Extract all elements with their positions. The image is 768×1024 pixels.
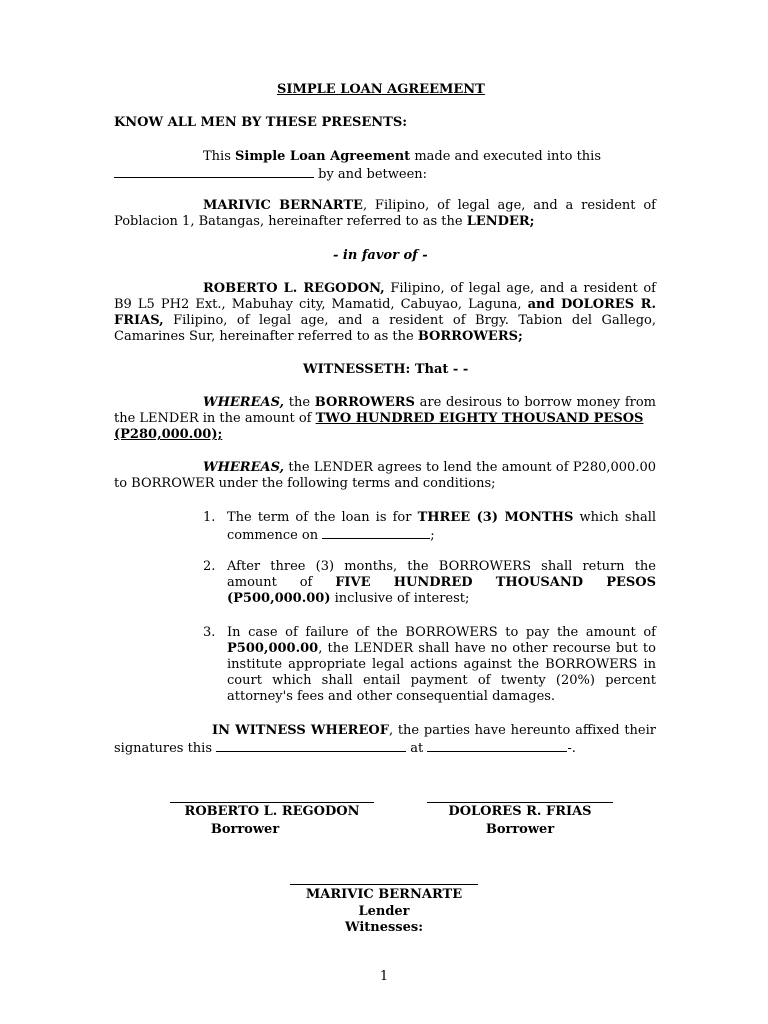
witness-text: signatures this	[114, 741, 217, 756]
witnesses-label: Witnesses:	[344, 920, 424, 935]
borrower-text: Camarines Sur, hereinafter referred to as the	[114, 329, 418, 344]
whereas2-line-2: to BORROWER under the following terms and conditions;	[114, 476, 496, 491]
borrower2-signature-name: DOLORES R. FRIAS	[448, 804, 592, 819]
borrower-line-3	[114, 313, 656, 329]
term-text: , the LENDER shall have no other recourse but to	[318, 641, 656, 656]
term1-line-2	[227, 526, 435, 544]
date-blank	[114, 165, 314, 178]
whereas-label: WHEREAS,	[203, 395, 285, 410]
default-amount: P500,000.00	[227, 641, 319, 656]
lender-text: , Filipino, of legal age, and a resident of	[362, 198, 656, 213]
term-text: ;	[430, 528, 435, 543]
borrower-line-1	[203, 281, 656, 297]
lender-line-1	[203, 198, 656, 214]
term-number: 2.	[203, 559, 216, 574]
loan-term-duration: THREE (3) MONTHS	[417, 510, 574, 525]
commence-date-blank	[322, 526, 430, 539]
borrower1-signature-name: ROBERTO L. REGODON	[184, 804, 360, 819]
witness-line-1	[212, 723, 656, 739]
page-number: 1	[379, 969, 389, 984]
intro-line-2	[114, 165, 427, 183]
borrower1-signature-line	[170, 802, 374, 803]
borrowers-term: BORROWERS	[314, 395, 415, 410]
agreement-name: Simple Loan Agreement	[235, 149, 411, 164]
term2-line-1: After three (3) months, the BORROWERS shall return the	[227, 559, 656, 574]
return-amount-words: FIVE HUNDRED THOUSAND PESOS	[335, 575, 657, 590]
term1-line-1	[227, 510, 656, 526]
intro-text: by and between:	[314, 167, 428, 182]
term2-line-2	[227, 575, 656, 591]
term3-line-2	[227, 641, 656, 657]
loan-amount-number: (P280,000.00);	[114, 427, 223, 442]
borrower-line-4	[114, 329, 523, 345]
lender-text: Poblacion 1, Batangas, hereinafter referred to as the	[114, 214, 467, 229]
whereas-text: the LENDER in the amount of	[114, 411, 316, 426]
term2-line-3	[227, 591, 469, 607]
borrower1-signature-role: Borrower	[210, 822, 280, 837]
term-text: inclusive of interest;	[330, 591, 470, 606]
lender-name: MARIVIC BERNARTE	[203, 198, 363, 213]
borrower1-name: ROBERTO L. REGODON,	[203, 281, 385, 296]
witnesseth-heading: WITNESSETH: That - -	[303, 362, 469, 377]
term-text: which shall	[573, 510, 657, 525]
whereas-text: the LENDER agrees to lend the amount of P280,000.00	[284, 460, 656, 475]
whereas2-line-1	[203, 460, 656, 476]
whereas-text: are desirous to borrow money from	[414, 395, 656, 410]
term-text: The term of the loan is for	[227, 510, 418, 525]
borrower-text: Filipino, of legal age, and a resident of	[384, 281, 656, 296]
term-number: 3.	[203, 625, 216, 640]
signing-date-blank	[216, 739, 406, 752]
lender-signature-line	[290, 884, 478, 885]
borrower2-signature-role: Borrower	[485, 822, 555, 837]
lender-signature-name: MARIVIC BERNARTE	[305, 887, 463, 902]
term-text: amount of	[227, 575, 336, 590]
document-title: SIMPLE LOAN AGREEMENT	[277, 82, 485, 97]
return-amount-number: (P500,000.00)	[227, 591, 331, 606]
witness-text: , the parties have hereunto affixed their	[388, 723, 656, 738]
intro-text: This	[203, 149, 236, 164]
term-text: commence on	[227, 528, 323, 543]
signing-place-blank	[427, 739, 567, 752]
borrower-text: B9 L5 PH2 Ext., Mabuhay city, Mamatid, Cabuyao, Laguna,	[114, 297, 528, 312]
whereas1-line-1	[203, 395, 656, 411]
witness-text: at	[406, 741, 428, 756]
term3-line-3: institute appropriate legal actions against the BORROWERS in	[227, 657, 656, 672]
whereas-label: WHEREAS,	[203, 460, 285, 475]
lender-line-2	[114, 214, 534, 230]
borrower2-name: and DOLORES R.	[527, 297, 656, 312]
intro-line-1	[203, 149, 601, 165]
term3-line-5: attorney's fees and other consequential damages.	[227, 689, 556, 704]
term3-line-1: In case of failure of the BORROWERS to pay the amount of	[227, 625, 656, 640]
lender-signature-role: Lender	[358, 904, 410, 919]
loan-amount-words: TWO HUNDRED EIGHTY THOUSAND PESOS	[315, 411, 644, 426]
in-favor-of: - in favor of -	[333, 248, 428, 263]
intro-text: made and executed into this	[410, 149, 602, 164]
lender-role: LENDER;	[466, 214, 535, 229]
witness-line-2	[114, 739, 576, 757]
borrower-role: BORROWERS;	[417, 329, 523, 344]
witness-whereof: IN WITNESS WHEREOF	[212, 723, 389, 738]
whereas1-line-2	[114, 411, 643, 427]
witness-text: -.	[567, 741, 576, 756]
term-number: 1.	[203, 510, 216, 525]
opening-line: KNOW ALL MEN BY THESE PRESENTS:	[114, 115, 408, 130]
borrower2-signature-line	[427, 802, 613, 803]
borrower-text: Filipino, of legal age, and a resident of Brgy. Tabion del Gallego,	[163, 313, 656, 328]
term3-line-4: court which shall entail payment of twenty (20%) percent	[227, 673, 656, 688]
whereas-text: the	[284, 395, 315, 410]
borrower2-name: FRIAS,	[114, 313, 164, 328]
borrower-line-2	[114, 297, 656, 313]
